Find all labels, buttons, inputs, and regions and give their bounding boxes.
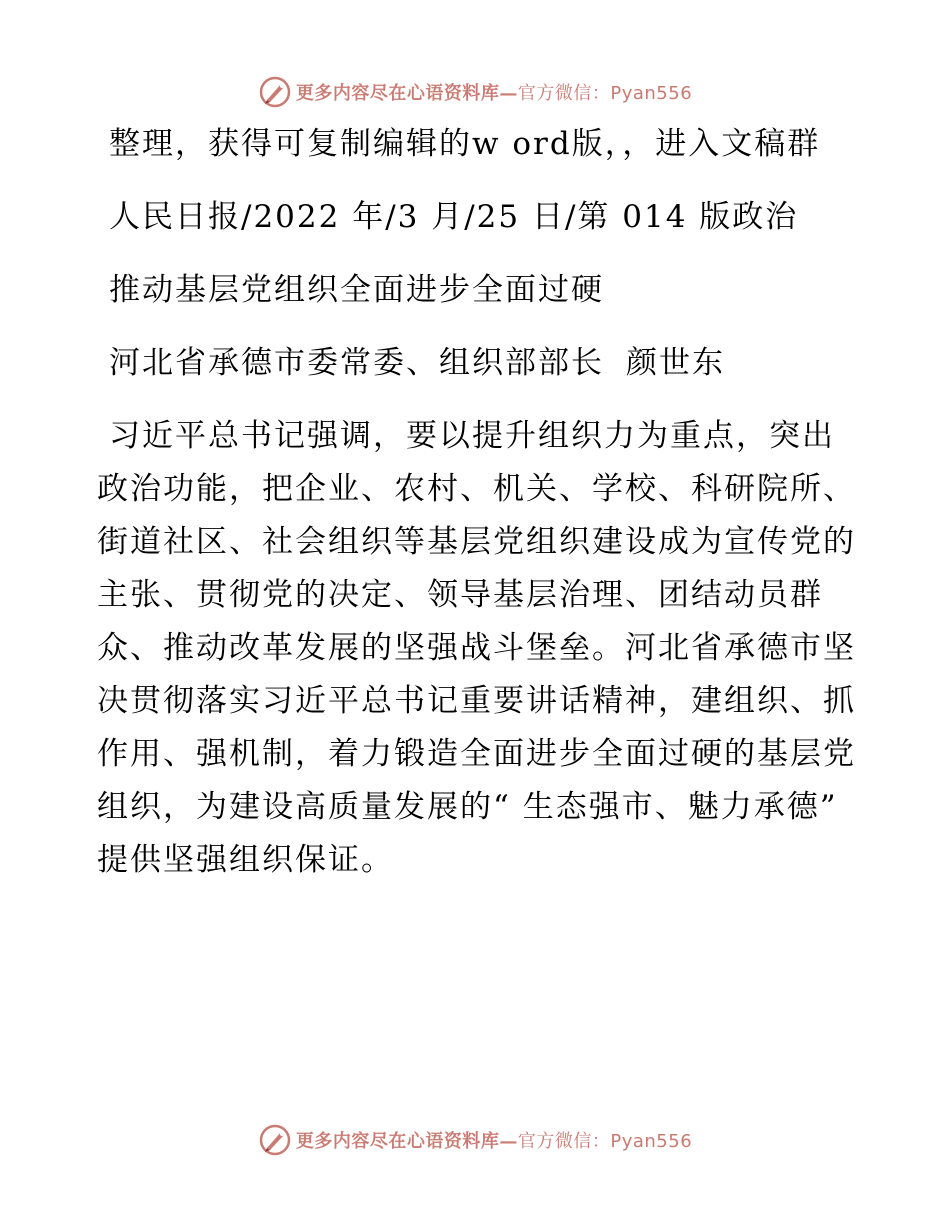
- article-title: 推动基层党组织全面进步全面过硬: [109, 272, 604, 308]
- body-paragraph: 习近平总书记强调，要以提升组织力为重点，突出政治功能，把企业、农村、机关、学校、科研院所、街道社区、社会组织等基层党组织建设成为宣传党的主张、贯彻党的决定、领导基层治理、团结动员群众、推动改革发展的坚强战斗堡垒。河北省承德市坚决贯彻落实习近平总书记重要讲话精神，建组织、抓作用、强机制，着力锻造全面进步全面过硬的基层党组织，为建设高质量发展的“ 生态强市、魅力承德” 提供坚强组织保证。: [97, 418, 856, 878]
- watermark-text: [296, 1127, 692, 1153]
- intro-paragraph: 整理，获得可复制编辑的w ord版，，进入文稿群: [109, 126, 821, 162]
- watermark-main: 更多内容尽在心语资料库: [295, 1131, 500, 1152]
- watermark-account: Pyan556: [610, 83, 693, 104]
- header-watermark: [0, 72, 950, 112]
- watermark-separator: —: [499, 1131, 518, 1152]
- document-body: [97, 118, 857, 887]
- watermark-main: 更多内容尽在心语资料库: [295, 83, 500, 104]
- author-line: [97, 337, 857, 390]
- watermark-official: 官方微信：: [517, 83, 611, 104]
- quill-logo-icon: [258, 1123, 292, 1157]
- quill-logo-icon: [258, 75, 292, 109]
- author-title: 河北省承德市委常委、组织部部长: [109, 345, 604, 381]
- watermark-text: [296, 79, 692, 105]
- watermark-official: 官方微信：: [517, 1131, 611, 1152]
- watermark-account: Pyan556: [610, 1131, 693, 1152]
- source-line: 人民日报/2022 年/3 月/25 日/第 014 版政治: [109, 199, 799, 235]
- footer-watermark: [0, 1120, 950, 1160]
- watermark-separator: —: [499, 83, 518, 104]
- author-name: 颜世东: [626, 345, 725, 381]
